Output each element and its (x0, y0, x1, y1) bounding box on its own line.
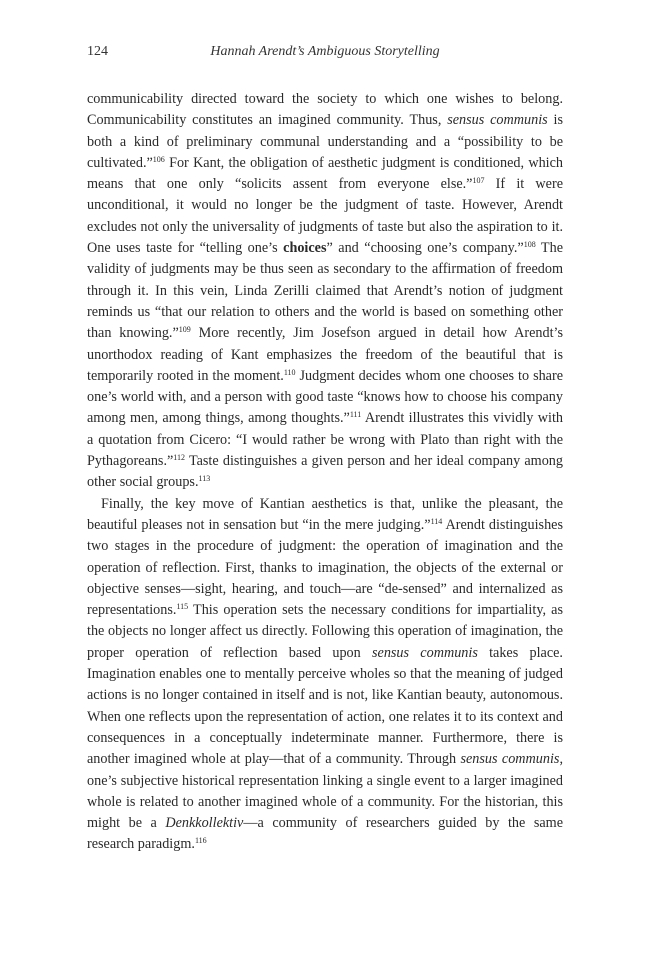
footnote-marker: 114 (430, 516, 443, 526)
text-run: is both a kind of preliminary communal understanding and a “possibility to be cultivated.” (87, 112, 563, 171)
italic-text: sensus communis (447, 112, 548, 129)
text-run: ” and “choosing one’s company.” (326, 240, 524, 257)
text-run: Taste distinguishes a given person and her ideal company among other social groups. (87, 453, 563, 491)
text-run: More recently, Jim Josefson argued in detail how Arendt’s unorthodox reading of Kant emphasizes the freedom of the beautiful that is temporarily rooted in the moment. (87, 325, 563, 384)
footnote-marker: 110 (283, 367, 296, 377)
footnote-marker: 107 (472, 176, 485, 186)
footnote-marker: 113 (198, 474, 211, 484)
page-number: 124 (87, 44, 108, 59)
footnote-marker: 115 (176, 602, 189, 612)
italic-text: sensus communis (372, 644, 478, 661)
footnote-marker: 112 (173, 453, 185, 463)
text-run: For Kant, the obligation of aesthetic judgment is conditioned, which means that one only “solicits assent from everyone else.” (87, 154, 563, 193)
text-run: takes place. Imagination enables one to mentally perceive wholes so that the meaning of judged actions is no longer contained in itself and is not, like Kantian beauty, autonomous. When one reflects upon the representation of action, one relates it to its context and consequences in a conceptually indeterminate manner. Furthermore, there is another imagined whole at play—that of a community. Through (87, 644, 563, 768)
text-run: Arendt illustrates this vividly with a quotation from Cicero: “I would rather be wrong with Plato than right with the Pythagoreans.” (87, 410, 563, 470)
text-run: , one’s subjective historical representation linking a single event to a larger imagined whole is related to another imagined whole of a community. For the historian, this might be a (87, 751, 563, 832)
page-header (87, 44, 563, 66)
text-run: communicability directed toward the society to which one wishes to belong. Communicability constitutes an imagined community. Thus, (87, 91, 563, 129)
italic-text: Denkkollektiv (165, 815, 244, 832)
text-run: If it were unconditional, it would no longer be the judgment of taste. However, Arendt excludes not only the universality of judgments of taste but also the aspiration to it. One uses taste for “telling one’s (87, 176, 563, 257)
footnote-marker: 111 (349, 410, 362, 420)
running-head: Hannah Arendt’s Ambiguous Storytelling (210, 44, 440, 59)
bold-text: choices (283, 240, 327, 257)
paragraph (87, 89, 563, 494)
footnote-marker: 106 (152, 154, 165, 164)
text-run: Arendt distinguishes two stages in the procedure of judgment: the operation of imagination and the operation of reflection. First, thanks to imagination, the objects of the external or objective senses—sight, hearing, and touch—are “de-sensed” and internalized as representations. (87, 516, 563, 619)
text-run: This operation sets the necessary conditions for impartiality, as the objects no longer affect us directly. Following this operation of imagination, the proper operation of reflection based upon (87, 602, 563, 661)
footnote-marker: 108 (523, 240, 536, 250)
text-run: Finally, the key move of Kantian aesthetics is that, unlike the pleasant, the beautiful pleases not in sensation but “in the mere judging.” (87, 495, 563, 533)
text-run: The validity of judgments may be thus seen as secondary to the affirmation of freedom through it. In this vein, Linda Zerilli claimed that Arendt’s notion of judgment reminds us “that our relation to others and the world is based on something other than knowing.” (87, 240, 563, 342)
body-text (87, 89, 563, 856)
text-run: —a community of researchers guided by the same research paradigm. (87, 815, 563, 853)
paragraph (87, 494, 563, 856)
italic-text: sensus communis (460, 751, 560, 768)
footnote-marker: 116 (194, 836, 207, 846)
footnote-marker: 109 (178, 325, 191, 335)
text-run: Judgment decides whom one chooses to share one’s world with, and a person with good taste “knows how to choose his company among men, among things, among thoughts.” (87, 367, 563, 427)
